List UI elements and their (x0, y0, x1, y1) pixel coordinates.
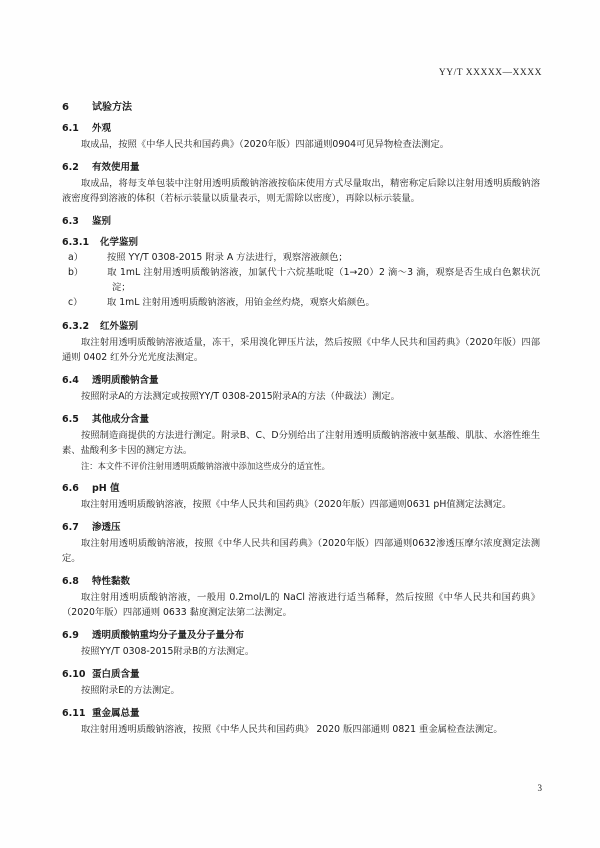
section-heading (62, 627, 540, 641)
section-title: 重金属总量 (92, 708, 140, 720)
section-title: 试验方法 (92, 102, 132, 113)
list-item (62, 266, 540, 296)
paragraph: 取注射用透明质酸钠溶液适量，冻干，采用溴化钾压片法，然后按照《中华人民共和国药典》（2020年版）四部通则 0402 红外分光光度法测定。 (62, 336, 540, 363)
section-number: 6.7 (62, 521, 79, 533)
section-number: 6.3.2 (62, 320, 90, 332)
section-heading (62, 98, 540, 113)
section-number: 6.4 (62, 374, 79, 386)
section-number: 6.9 (62, 629, 79, 641)
section-6-5 (62, 411, 540, 473)
section-number: 6.3.1 (62, 237, 90, 249)
section-heading (62, 234, 540, 248)
section-title: 外观 (92, 123, 112, 134)
section-6-11 (62, 705, 540, 737)
section-6-9 (62, 627, 540, 659)
section-title: 其他成分含量 (92, 413, 150, 425)
page-number: 3 (537, 783, 542, 793)
section-title: 蛋白质含量 (92, 669, 140, 681)
section-number: 6.2 (62, 162, 79, 174)
paragraph: 取成品，将每支单包装中注射用透明质酸钠溶液按临床使用方式尽量取出，精密称定后除以注射用透明质酸钠溶液密度得到溶液的体积（若标示装量以质量表示，则无需除以密度），再除以标示装量。 (62, 178, 540, 205)
section-heading (62, 573, 540, 587)
section-title: 鉴别 (92, 216, 112, 228)
list-item-label: c） (68, 296, 83, 308)
section-heading (62, 666, 540, 680)
section-6 (62, 98, 540, 113)
section-6-3 (62, 213, 540, 227)
paragraph: 取成品，按照《中华人民共和国药典》（2020年版）四部通则0904可见异物检查法测定。 (81, 139, 450, 150)
section-title: 红外鉴别 (100, 320, 139, 332)
section-heading (62, 411, 540, 425)
paragraph: 按照附录A的方法测定或按照YY/T 0308-2015附录A的方法（仲裁法）测定。 (81, 390, 400, 402)
paragraph: 取注射用透明质酸钠溶液，按照《中华人民共和国药典》 2020 版四部通则 0821 重金属检查法测定。 (81, 724, 503, 736)
section-number: 6.5 (62, 413, 79, 425)
section-title: 特性黏数 (92, 575, 131, 587)
section-6-4 (62, 372, 540, 404)
section-6-3-2 (62, 318, 540, 365)
section-heading (62, 372, 540, 386)
section-number: 6.10 (62, 669, 86, 681)
list-item (62, 251, 540, 266)
paragraph: 取注射用透明质酸钠溶液，按照《中华人民共和国药典》（2020年版）四部通则0632渗透压摩尔浓度测定法测定。 (62, 537, 540, 564)
section-heading (62, 705, 540, 719)
section-title: 透明质酸钠重均分子量及分子量分布 (92, 629, 245, 641)
note: 注：本文件不评价注射用透明质酸钠溶液中添加这些成分的适宜性。 (81, 460, 330, 471)
paragraph: 取注射用透明质酸钠溶液，一般用 0.2mol/L的 NaCl 溶液进行适当稀释，然后按照《中华人民共和国药典》（2020年版）四部通则 0633 黏度测定法第二法测定。 (62, 591, 540, 618)
section-heading (62, 159, 540, 173)
paragraph: 按照制造商提供的方法进行测定。附录B、C、D分别给出了注射用透明质酸钠溶液中氨基酸、肌肽、水溶性维生素、盐酸利多卡因的测定方法。 (62, 429, 540, 456)
section-title: 化学鉴别 (100, 237, 139, 249)
ordered-item-list (62, 251, 540, 311)
section-6-8 (62, 573, 540, 620)
section-6-10 (62, 666, 540, 698)
section-6-7 (62, 519, 540, 566)
section-title: pH 值 (92, 482, 120, 494)
section-number: 6.3 (62, 216, 79, 228)
paragraph: 按照附录E的方法测定。 (81, 685, 180, 697)
document-body (62, 92, 540, 739)
section-number: 6.11 (62, 708, 86, 720)
section-heading (62, 120, 540, 134)
section-number: 6.8 (62, 575, 79, 587)
section-number: 6.1 (62, 123, 79, 134)
section-heading (62, 519, 540, 533)
section-number: 6.6 (62, 482, 79, 494)
list-item-label: b） (68, 267, 84, 279)
section-heading (62, 318, 540, 332)
section-6-1 (62, 120, 540, 152)
list-item-text: 按照 YY/T 0308-2015 附录 A 方法进行，观察溶液颜色； (107, 252, 348, 264)
list-item-text: 取 1mL 注射用透明质酸钠溶液，用铂金丝灼烧，观察火焰颜色。 (107, 296, 375, 308)
paragraph: 取注射用透明质酸钠溶液，按照《中华人民共和国药典》（2020年版）四部通则0631 pH值测定法测定。 (81, 498, 512, 510)
section-title: 渗透压 (92, 521, 121, 533)
section-6-2 (62, 159, 540, 206)
section-title: 透明质酸钠含量 (92, 374, 159, 386)
section-6-3-1 (62, 234, 540, 311)
section-heading (62, 480, 540, 494)
list-item-text: 取 1mL 注射用透明质酸钠溶液，加氯代十六烷基吡啶（1→20）2 滴～3 滴，观察是否生成白色絮状沉淀； (107, 267, 540, 293)
section-6-6 (62, 480, 540, 512)
section-number: 6 (62, 102, 69, 113)
paragraph: 按照YY/T 0308-2015附录B的方法测定。 (81, 645, 255, 657)
section-heading (62, 213, 540, 227)
list-item-label: a） (68, 252, 83, 264)
list-item (62, 296, 540, 311)
page-header: YY/T XXXXX—XXXX (438, 68, 542, 78)
section-title: 有效使用量 (92, 162, 140, 174)
